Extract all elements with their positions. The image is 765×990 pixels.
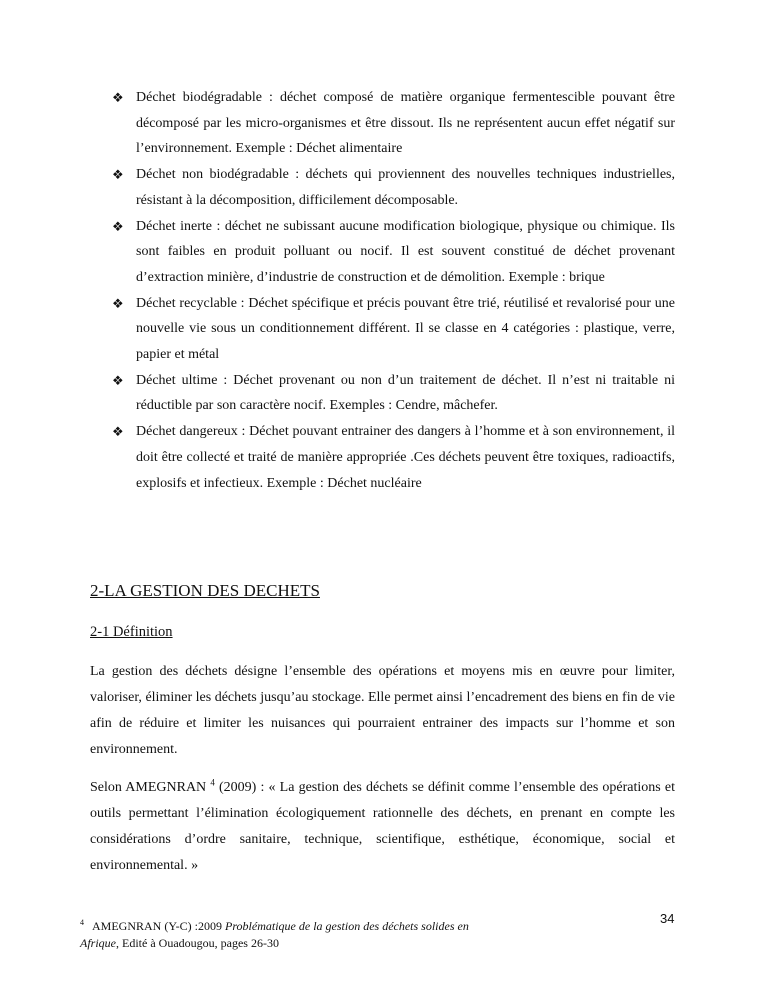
list-item <box>112 291 675 368</box>
page-number: 34 <box>660 911 675 926</box>
quote-text: (2009) : « La gestion des déchets se définit comme l’ensemble des opérations et outils permettant l’élimination écologiquement rationnelle des déchets, en prenant en compte les considérations d’ordre sanitaire, technique, scientifique, esthétique, économique, social et environnemental. » <box>90 780 675 873</box>
list-item <box>112 419 675 496</box>
diamond-bullet-icon: ❖ <box>112 424 124 440</box>
footnote-author: AMEGNRAN (Y-C) :2009 <box>92 919 225 933</box>
footnote-number: 4 <box>80 918 84 927</box>
section-heading: 2-LA GESTION DES DECHETS <box>90 581 320 600</box>
list-item-text: Déchet biodégradable : déchet composé de matière organique fermentescible pouvant être décomposé par les micro-organismes et être dissout. Ils ne représentent aucun effet négatif sur l’environnement. Exemple : Déchet alimentaire <box>136 90 675 157</box>
quote-intro: Selon AMEGNRAN <box>90 780 211 795</box>
list-item-text: Déchet dangereux : Déchet pouvant entrainer des dangers à l’homme et à son environnement, il doit être collecté et traité de manière appropriée .Ces déchets peuvent être toxiques, radioactifs, explosifs et infectieux. Exemple : Déchet nucléaire <box>136 424 675 491</box>
footnote-title: Problématique de la gestion des déchets solides en Afrique <box>80 919 469 950</box>
subsection-heading: 2-1 Définition <box>90 624 173 640</box>
quote-paragraph <box>90 775 675 879</box>
footnote <box>80 918 510 952</box>
list-item-text: Déchet non biodégradable : déchets qui proviennent des nouvelles techniques industrielles, résistant à la décomposition, difficilement décomposable. <box>136 167 675 208</box>
footnote-details: , Edité à Ouadougou, pages 26-30 <box>116 936 279 950</box>
definition-paragraph: La gestion des déchets désigne l’ensemble des opérations et moyens mis en œuvre pour limiter, valoriser, éliminer les déchets jusqu’au stockage. Elle permet ainsi l’encadrement des biens en fin de vie afin de réduire et limiter les nuisances qui pourraient entrainer des impacts sur l’homme et son environnement. <box>90 664 675 757</box>
diamond-bullet-icon: ❖ <box>112 167 124 183</box>
diamond-bullet-icon: ❖ <box>112 218 124 234</box>
list-item <box>112 368 675 419</box>
list-item-text: Déchet ultime : Déchet provenant ou non d’un traitement de déchet. Il n’est ni traitable ni réductible par son caractère nocif. Exemples : Cendre, mâchefer. <box>136 372 675 414</box>
diamond-bullet-icon: ❖ <box>112 372 124 388</box>
diamond-bullet-icon: ❖ <box>112 295 124 311</box>
list-item <box>112 85 675 162</box>
list-item-text: Déchet inerte : déchet ne subissant aucune modification biologique, physique ou chimique. Ils sont faibles en produit polluant ou nocif. Il est souvent constitué de déchet provenant d’extraction minière, d’industrie de construction et de démolition. Exemple : brique <box>136 218 675 285</box>
diamond-bullet-icon: ❖ <box>112 90 124 105</box>
footnote-reference: 4 <box>210 777 215 788</box>
list-item-text: Déchet recyclable : Déchet spécifique et précis pouvant être trié, réutilisé et revalorisé pour une nouvelle vie sous un conditionnement différent. Il se classe en 4 catégories : plastique, verre, papier et métal <box>136 295 675 363</box>
list-item <box>112 162 675 213</box>
list-item <box>112 214 675 291</box>
waste-types-list <box>112 85 675 496</box>
